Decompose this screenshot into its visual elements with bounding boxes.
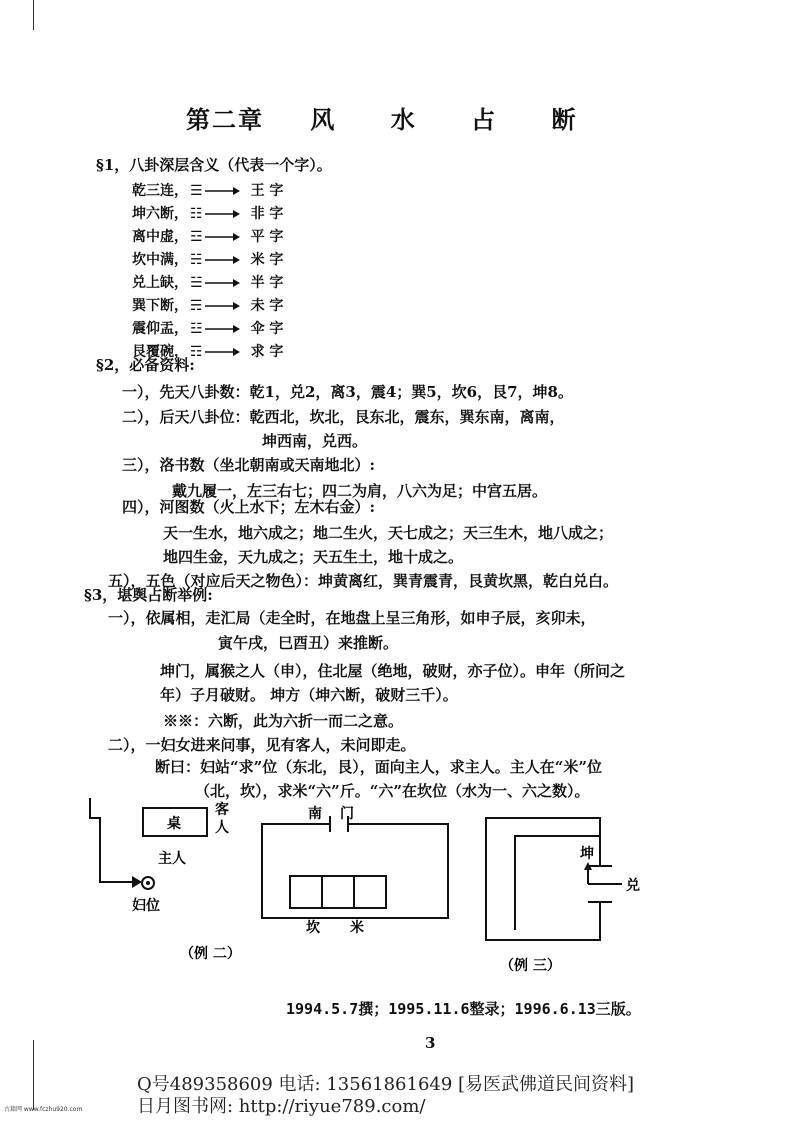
trigram-symbol: ☷ [190, 206, 203, 222]
trigram-name: 巽下断， [132, 298, 188, 314]
arrow-icon [203, 322, 241, 336]
trigram-char: 米 字 [250, 252, 284, 268]
trigram-name: 艮覆碗， [132, 344, 188, 360]
section-1-heading: §1，八卦深层含义（代表一个字）。 [96, 156, 332, 174]
guest-label-2: 人 [215, 820, 229, 836]
kan-label: 坎 [306, 920, 320, 936]
trigram-char: 平 字 [250, 229, 284, 245]
example-2-caption: （例 二） [180, 946, 241, 962]
trigram-row [132, 295, 283, 315]
dates-line: 1994.5.7撰；1995.11.6整录；1996.6.13三版。 [286, 1000, 641, 1018]
text-line: （北，坎），求米“六”斤。“六”在坎位（水为一、六之数）。 [195, 782, 590, 800]
trigram-name: 兑上缺， [132, 275, 188, 291]
text-line: 地四生金，天九成之；天五生土，地十成之。 [163, 548, 464, 566]
page-number: 3 [425, 1034, 436, 1052]
trigram-char: 半 字 [250, 275, 284, 291]
woman-label: 妇位 [132, 898, 160, 914]
trigram-symbol: ☴ [190, 298, 203, 314]
trigram-row [132, 203, 283, 223]
section-2-heading: §2，必备资料: [96, 356, 195, 374]
binding-line [33, 0, 34, 30]
text-line: 戴九履一，左三右七；四二为肩，八六为足；中宫五居。 [172, 482, 548, 500]
trigram-name: 震仰盂， [132, 321, 188, 337]
arrow-icon [203, 207, 241, 221]
section-3-heading: §3，堪舆占断举例: [84, 586, 213, 604]
chapter-number: 第二章 [186, 105, 264, 134]
trigram-row [132, 272, 283, 292]
arrow-head [132, 876, 142, 888]
text-line: 断曰：妇站“求”位（东北，艮），面向主人，求主人。主人在“米”位 [155, 758, 603, 776]
text-line: 坤门，属猴之人（申），住北屋（绝地，破财，亦子位）。申年（所问之 [160, 662, 626, 680]
text-line: 坤西南，兑西。 [262, 432, 368, 450]
footer-contact: Q号489358609 电话: 13561861649 [易医武佛道民间资料] [137, 1074, 635, 1095]
arrow-icon [203, 230, 241, 244]
trigram-char: 伞 字 [250, 321, 284, 337]
trigram-row [132, 180, 283, 200]
text-line: ※※：六断，此为六折一而二之意。 [163, 712, 404, 730]
trigram-row [132, 226, 283, 246]
binding-line [33, 1040, 34, 1110]
trigram-name: 离中虚， [132, 229, 188, 245]
chapter-title: 第二章 风 水 占 断 [186, 105, 578, 134]
footer-side-note: 古籍网 www.fczhu920.com [4, 1106, 83, 1113]
trigram-char: 求 字 [250, 344, 284, 360]
text-line: 四），河图数（火上水下；左木右金）: [122, 498, 376, 516]
path-line [90, 798, 132, 882]
trigram-symbol: ☶ [190, 344, 203, 360]
trigram-symbol: ☰ [190, 183, 203, 199]
text-line: 天一生水，地六成之；地二生火，天七成之；天三生木，地八成之； [163, 524, 614, 542]
host-label: 主人 [158, 851, 186, 867]
arrow-icon [203, 184, 241, 198]
text-line: 一），先天八卦数：乾1，兑2，离3，震4；巽5，坎6，艮7，坤8。 [122, 383, 573, 401]
desk-label: 桌 [167, 816, 181, 832]
trigram-name: 坤六断， [132, 206, 188, 222]
trigram-char: 未 字 [250, 298, 284, 314]
text-line: 三），洛书数（坐北朝南或天南地北）: [122, 456, 376, 474]
text-line: 寅午戌，巳酉丑）来推断。 [218, 634, 399, 652]
trigram-char: 非 字 [250, 206, 284, 222]
mi-label: 米 [350, 920, 364, 936]
trigram-name: 乾三连， [132, 183, 188, 199]
text-line: 二），一妇女进来问事，见有客人，未问即走。 [108, 736, 416, 754]
trigram-name: 坎中满， [132, 252, 188, 268]
trigram-symbol: ☵ [190, 252, 203, 268]
guest-label-1: 客 [215, 802, 229, 818]
trigram-row [132, 249, 283, 269]
south-door-label-2: 门 [340, 806, 354, 822]
trigram-symbol: ☳ [190, 321, 203, 337]
room-box [290, 876, 386, 908]
trigram-symbol: ☱ [190, 275, 203, 291]
arrow-icon [203, 345, 241, 359]
south-door-label-1: 南 [308, 806, 322, 822]
arrow-icon [203, 253, 241, 267]
text-line: 五），五色（对应后天之物色）：坤黄离红，巽青震青，艮黄坎黑，乾白兑白。 [108, 572, 619, 590]
arrow-icon [203, 299, 241, 313]
dui-label: 兑 [626, 878, 640, 894]
arrow-icon [203, 276, 241, 290]
trigram-row [132, 318, 283, 338]
footer-website: 日月图书网: http://riyue789.com/ [137, 1096, 426, 1117]
trigram-symbol: ☲ [190, 229, 203, 245]
text-line: 二），后天八卦位：乾西北，坎北，艮东北，震东，巽东南，离南， [122, 408, 565, 426]
text-line: 年）子月破财。 坤方（坤六断，破财三千）。 [160, 686, 458, 704]
diagram-area [0, 790, 792, 990]
trigram-char: 王 字 [250, 183, 284, 199]
kun-label: 坤 [580, 846, 594, 862]
example-3-caption: （例 三） [500, 958, 561, 974]
text-line: 一），依属相，走汇局（走全时，在地盘上呈三角形，如申子辰，亥卯未， [108, 609, 596, 627]
